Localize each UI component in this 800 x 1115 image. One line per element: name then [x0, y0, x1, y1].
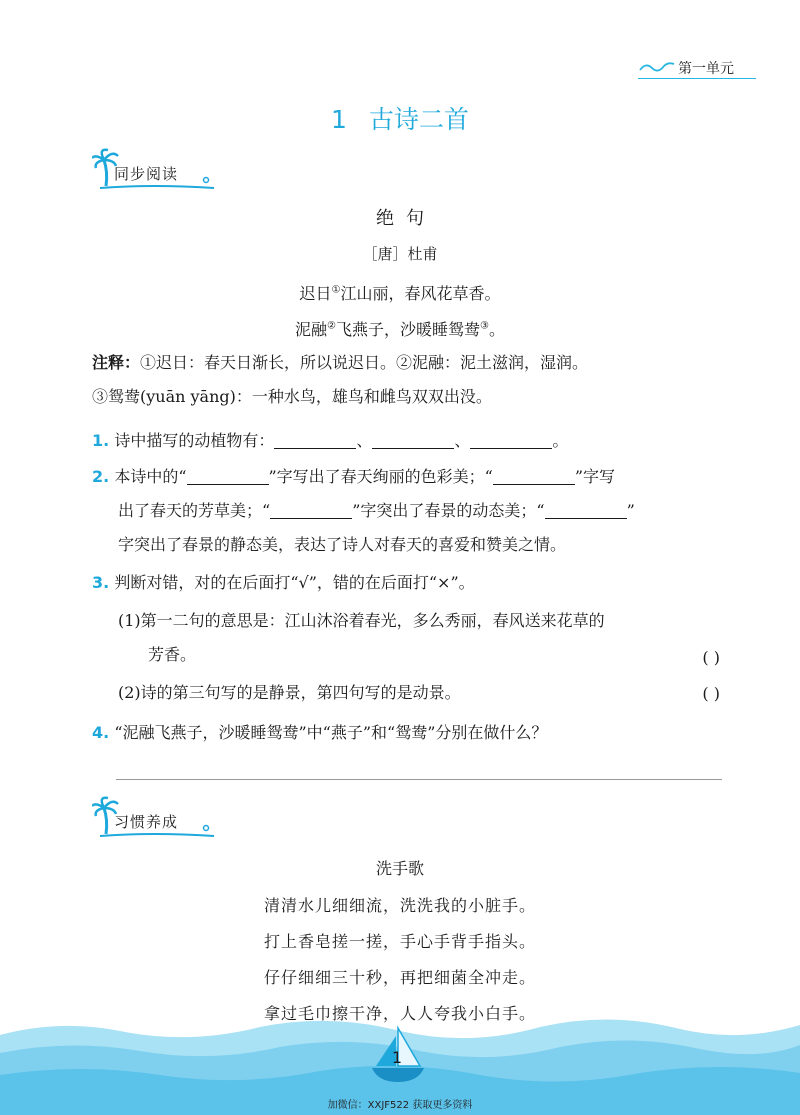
footnote-marker: ③	[480, 320, 489, 332]
poem-text: 江山丽，春风花草香。	[340, 284, 501, 303]
poem-text: 迟日	[299, 284, 332, 303]
answer-parentheses[interactable]: ( )	[702, 648, 720, 667]
song-line: 拿过毛巾擦干净，人人夸我小白手。	[263, 1004, 536, 1023]
notes-line-2: ③鸳鸯(yuān yāng)：一种水鸟，雄鸟和雌鸟双双出没。	[92, 387, 492, 406]
answer-blank[interactable]	[470, 431, 552, 449]
answer-blank[interactable]	[270, 501, 352, 519]
answer-blank[interactable]	[493, 467, 575, 485]
answer-blank[interactable]	[187, 467, 269, 485]
question-number: 4.	[92, 723, 110, 742]
question-text: 诗中描写的动植物有：	[114, 431, 275, 450]
section-divider	[116, 779, 722, 780]
question-number: 1.	[92, 431, 110, 450]
question-number: 2.	[92, 467, 110, 486]
song-line: 清清水儿细细流，洗洗我的小脏手。	[263, 896, 536, 915]
poem-line-1	[0, 281, 800, 304]
question-number: 3.	[92, 573, 110, 592]
section-label-habit: 习惯养成	[114, 813, 179, 831]
unit-tag	[638, 58, 756, 78]
poem-text: 。	[488, 320, 505, 339]
notes-label: 注释：	[92, 353, 141, 372]
section-badge-reading	[92, 146, 222, 192]
footer-watermark: 加微信：XXJF522 获取更多资料	[327, 1100, 473, 1111]
question-text: 出了春天的芳草美；“	[118, 501, 271, 520]
poem-line-2	[0, 317, 800, 340]
question-3	[92, 566, 728, 600]
footnote-marker: ①	[331, 284, 341, 296]
page-number: 1	[391, 1048, 403, 1067]
question-2	[92, 460, 728, 562]
question-text: ”字突出了春景的动态美；“	[352, 501, 545, 520]
question-text: 判断对错，对的在后面打“√”，错的在后面打“×”。	[114, 573, 475, 592]
separator: 、	[356, 431, 373, 450]
answer-parentheses[interactable]: ( )	[702, 684, 720, 703]
section-label-reading: 同步阅读	[114, 165, 179, 183]
notes-line-1: ①迟日：春天日渐长，所以说迟日。②泥融：泥土滋润，湿润。	[140, 353, 589, 372]
question-3-item-1	[118, 604, 728, 672]
lesson-number: 1	[331, 105, 347, 134]
statement-text: 芳香。	[148, 645, 197, 664]
question-1	[92, 424, 728, 458]
poem-text: 飞燕子，沙暖睡鸳鸯	[335, 320, 480, 339]
lesson-title	[0, 100, 800, 136]
statement-text: (1)第一二句的意思是：江山沐浴着春光，多么秀丽，春风送来花草的	[118, 611, 605, 630]
unit-underline	[638, 78, 756, 79]
question-text: ”字写	[574, 467, 616, 486]
answer-blank[interactable]	[545, 501, 627, 519]
question-text: 字突出了春景的静态美，表达了诗人对春天的喜爱和赞美之情。	[118, 535, 567, 554]
answer-blank[interactable]	[372, 431, 454, 449]
poem-text: 泥融	[295, 320, 328, 339]
song-line: 仔仔细细三十秒，再把细菌全冲走。	[263, 968, 536, 987]
poem-author: ［唐］杜甫	[362, 245, 438, 263]
wave-icon	[638, 60, 676, 74]
poem-title: 绝句	[376, 208, 436, 229]
separator: 、	[454, 431, 471, 450]
song-title: 洗手歌	[375, 859, 424, 878]
answer-blank[interactable]	[274, 431, 356, 449]
question-3-item-2	[118, 676, 658, 710]
footnote-marker: ②	[327, 320, 336, 332]
question-text: ”	[626, 501, 635, 520]
question-text: ”字写出了春天绚丽的色彩美；“	[268, 467, 493, 486]
question-4	[92, 716, 728, 750]
song-line: 打上香皂搓一搓，手心手背手指头。	[263, 932, 536, 951]
question-text: “泥融飞燕子，沙暖睡鸳鸯”中“燕子”和“鸳鸯”分别在做什么？	[114, 723, 548, 742]
section-badge-habit	[92, 794, 222, 840]
lesson-name: 古诗二首	[368, 105, 469, 134]
statement-text: (2)诗的第三句写的是静景，第四句写的是动景。	[118, 683, 461, 702]
question-text: 本诗中的“	[114, 467, 187, 486]
unit-label: 第一单元	[678, 61, 734, 77]
separator: 。	[552, 431, 569, 450]
notes	[92, 346, 728, 414]
